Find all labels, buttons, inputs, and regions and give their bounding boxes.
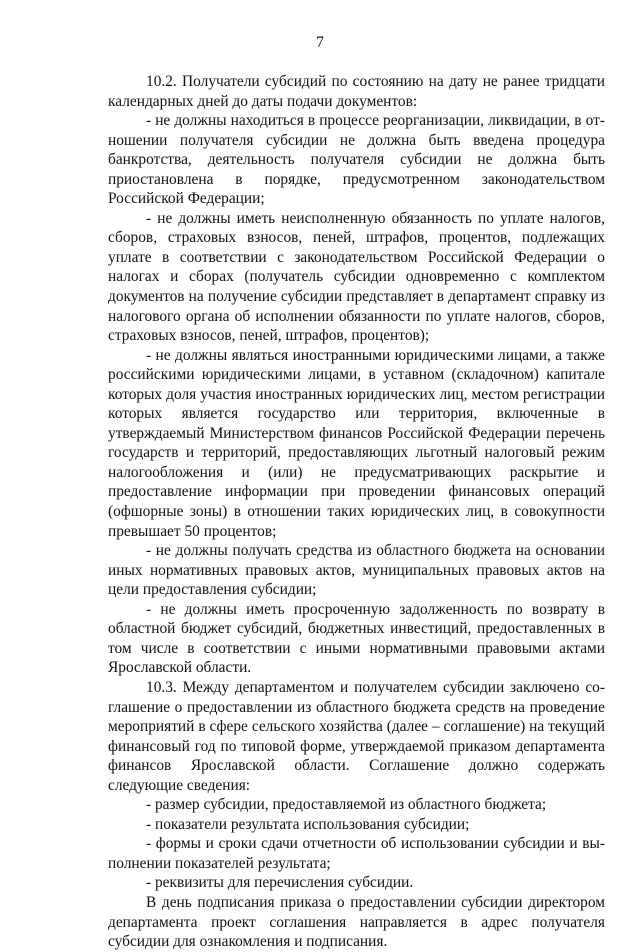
paragraph-reporting-forms: - формы и сроки сдачи отчетности об использовании субсидии и выполнении показателей результата; bbox=[108, 835, 605, 872]
paragraph-10-2-intro: 10.2. Получатели субсидий по состоянию на дату не ранее тридцати календарных дней до даты подачи документов: bbox=[108, 73, 605, 110]
paragraph-subsidy-amount: - размер субсидии, предоставляемой из областного бюджета; bbox=[146, 796, 547, 814]
paragraph-reorganization: - не должны находиться в процессе реорганизации, ликвидации, в отношении получателя субсидии не должна быть введена процедура банкротства, деятельность получателя субсидии не должна быть приостановлена в порядке, предусмотренном законодательством Российской Федерации; bbox=[108, 112, 605, 208]
paragraph-result-indicators: - показатели результата использования субсидии; bbox=[146, 815, 470, 833]
paragraph-foreign-entities: - не должны являться иностранными юридическими лицами, а также российскими юридическими лицами, в уставном (складочном) капитале которых доля участия иностранных юридических лиц, местом регистрации которых является государство или территория, включенные в утверждаемый Министерством финансов Российской Федерации перечень государств и территорий, предоставляющих льготный налоговый режим налогообложения и (или) не предусматривающих раскрытие и предоставление информации при проведении финансовых операций (офшорные зоны) в отношении таких юридических лиц, в совокупности превышает 50 процентов; bbox=[108, 346, 605, 540]
paragraph-other-acts: - не должны получать средства из областного бюджета на основании иных нормативных правовых актов, муниципальных правовых актов на цели предоставления субсидии; bbox=[108, 542, 605, 599]
paragraph-signing-day: В день подписания приказа о предоставлении субсидии директором департамента проект соглашения направляется в адрес получателя субсидии для ознакомления и подписания. bbox=[108, 893, 605, 951]
page-number: 7 bbox=[316, 34, 324, 51]
paragraph-10-3-agreement: 10.3. Между департаментом и получателем субсидии заключено соглашение о предоставлении из областного бюджета средств на проведение мероприятий в сфере сельского хозяйства (далее – соглашение) на текущий финансовый год по типовой форме, утверждаемой приказом департамента финансов Ярославской области. Соглашение должно содержать следующие сведения: bbox=[108, 678, 605, 794]
paragraph-bank-details: - реквизиты для перечисления субсидии. bbox=[146, 874, 414, 892]
document-body bbox=[108, 72, 605, 952]
paragraph-overdue-debt: - не должны иметь просроченную задолженность по возврату в областной бюджет субсидий, бюджетных инвестиций, предоставленных в том числе в соответствии с иными нормативными правовыми актами Ярославской области. bbox=[108, 600, 605, 677]
paragraph-tax-obligations: - не должны иметь неисполненную обязанность по уплате налогов, сборов, страховых взносов, пеней, штрафов, процентов, подлежащих уплате в соответствии с законодательством Российской Федерации о налогах и сборах (получатель субсидии одновременно с комплектом документов на получение субсидии представляет в департамент справку из налогового органа об исполнении обязанности по уплате налогов, сборов, страховых взносов, пеней, штрафов, процентов); bbox=[108, 209, 605, 345]
